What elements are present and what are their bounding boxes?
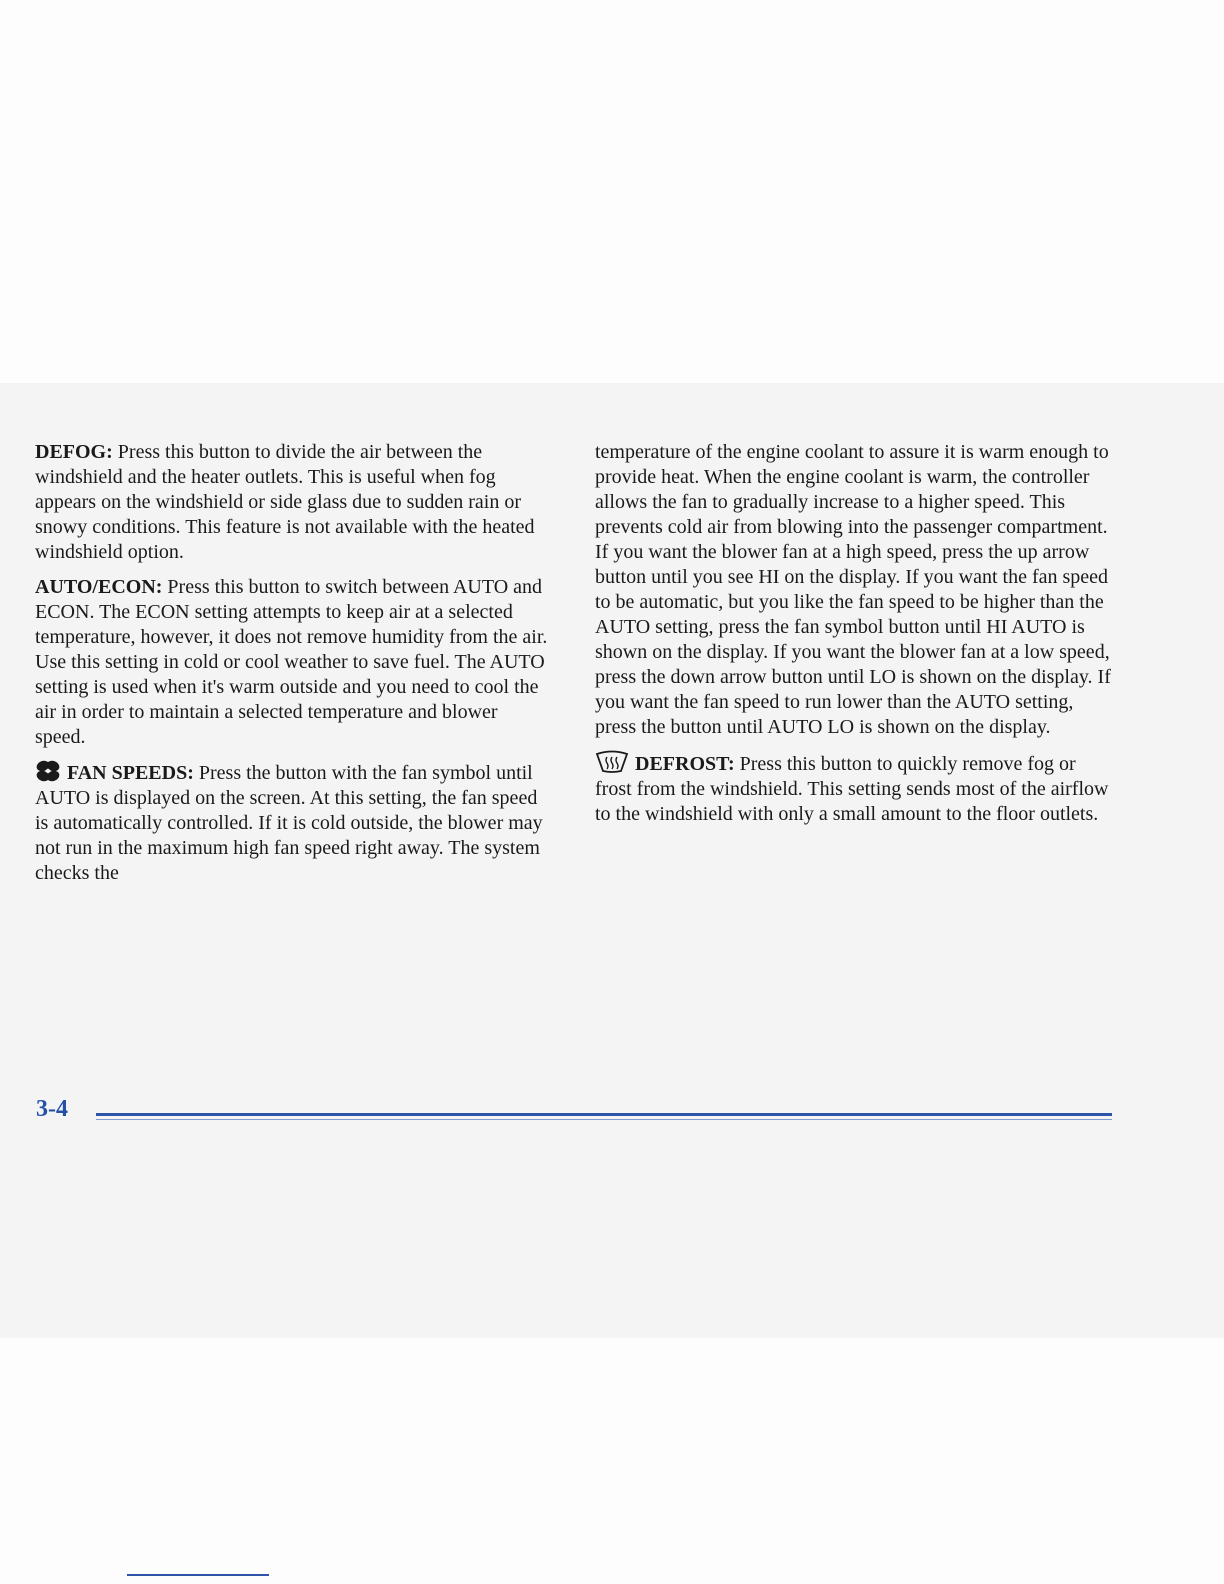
auto-econ-text: Press this button to switch between AUTO and ECON. The ECON setting attempts to keep air at a selected temperature, however, it does not remove humidity from the air. Use this setting in cold or cool weather to save fuel. The AUTO setting is used when it's warm outside and you need to cool the air in order to maintain a selected temperature and blower speed. — [35, 576, 548, 748]
defog-term: DEFOG: — [35, 441, 113, 463]
defog-paragraph — [35, 440, 550, 565]
defrost-paragraph — [595, 750, 1113, 827]
footer-rule-thick — [96, 1113, 1112, 1116]
defrost-icon — [595, 750, 629, 774]
fan-speeds-paragraph — [35, 760, 550, 886]
auto-econ-term: AUTO/ECON: — [35, 576, 163, 598]
fan-icon — [35, 760, 61, 782]
defrost-term: DEFROST: — [635, 753, 735, 775]
defrost-text: Press this button to quickly remove fog or frost from the windshield. This setting sends most of the airflow to the windshield with only a small amount to the floor outlets. — [595, 753, 1109, 825]
fan-speeds-text: Press the button with the fan symbol until AUTO is displayed on the screen. At this setting, the fan speed is automatically controlled. If it is cold outside, the blower may not run in the maximum high fan speed right away. The system checks the — [35, 762, 543, 884]
bottom-link-underline — [127, 1574, 269, 1576]
footer-rule-thin — [96, 1119, 1112, 1120]
page-number: 3-4 — [36, 1096, 68, 1122]
fan-speeds-term: FAN SPEEDS: — [67, 762, 194, 784]
left-column — [35, 440, 550, 896]
fan-speeds-continued-paragraph: temperature of the engine coolant to assure it is warm enough to provide heat. When the engine coolant is warm, the controller allows the fan to gradually increase to a higher speed. This prevents cold air from blowing into the passenger compartment. If you want the blower fan at a high speed, press the up arrow button until you see HI on the display. If you want the fan speed to be automatic, but you like the fan speed to be higher than the AUTO setting, press the fan symbol button until HI AUTO is shown on the display. If you want the blower fan at a low speed, press the down arrow button until LO is shown on the display. If you want the fan speed to run lower than the AUTO setting, press the button until AUTO LO is shown on the display. — [595, 441, 1111, 738]
footer-rule — [96, 1113, 1112, 1120]
auto-econ-paragraph — [35, 575, 550, 750]
defog-text: Press this button to divide the air between the windshield and the heater outlets. This is useful when fog appears on the windshield or side glass due to sudden rain or snowy conditions. This feature is not available with the heated windshield option. — [35, 441, 535, 563]
right-column — [595, 440, 1113, 837]
